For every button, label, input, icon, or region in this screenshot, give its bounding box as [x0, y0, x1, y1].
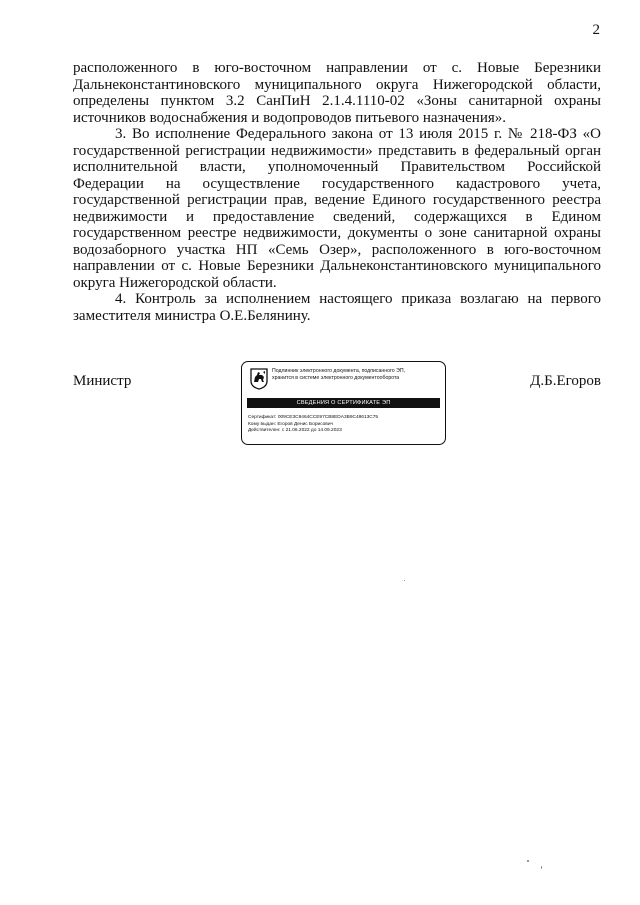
- stamp-header-line: хранится в системе электронного документооборота: [272, 374, 400, 381]
- certificate-serial: Сертификат: 009CE3C9464CCE97CB8EDA3B9C48613C75: [248, 415, 379, 420]
- paragraph-continuation: расположенного в юго-восточном направлении от с. Новые Березники Дальнеконстантиновского муниципального округа Нижегородской области, определены пунктом 3.2 СанПиН 2.1.4.1110-02 «Зоны санитарной охраны источников водоснабжения и водопроводов питьевого назначения».: [73, 60, 601, 126]
- scan-speck: [527, 860, 529, 862]
- stamp-header: [272, 368, 440, 381]
- certificate-validity: Действителен: с 21.06.2022 до 14.09.2023: [248, 428, 342, 433]
- scan-speck: [404, 580, 405, 581]
- signer-title: Министр: [73, 373, 132, 389]
- paragraph-4: 4. Контроль за исполнением настоящего приказа возлагаю на первого заместителя министра О.Е.Белянину.: [73, 291, 601, 324]
- document-body: [73, 60, 601, 324]
- page-number: 2: [592, 22, 600, 38]
- signer-name: Д.Б.Егоров: [530, 373, 601, 389]
- certificate-info-bar: СВЕДЕНИЯ О СЕРТИФИКАТЕ ЭП: [247, 398, 440, 408]
- certificate-owner: Кому выдан: Егоров Денис Борисович: [248, 421, 334, 427]
- nizhny-novgorod-coat-of-arms-icon: [250, 368, 268, 390]
- certificate-details: [248, 415, 441, 435]
- electronic-signature-stamp: [241, 361, 446, 445]
- stamp-header-line: Подлинник электронного документа, подписанного ЭП,: [272, 368, 406, 374]
- paragraph-3: 3. Во исполнение Федерального закона от 13 июля 2015 г. № 218-ФЗ «О государственной регистрации недвижимости» представить в федеральный орган исполнительной власти, уполномоченный Правительством Российской Федерации на осуществление государственного кадастрового учета, государственной регистрации прав, ведение Единого государственного реестра недвижимости и предоставление сведений, содержащихся в Едином государственном реестре недвижимости, документы о зоне санитарной охраны водозаборного участка НП «Семь Озер», расположенного в юго-восточном направлении от с. Новые Березники Дальнеконстантиновского муниципального округа Нижегородской области.: [73, 126, 601, 291]
- scan-speck: [541, 866, 542, 869]
